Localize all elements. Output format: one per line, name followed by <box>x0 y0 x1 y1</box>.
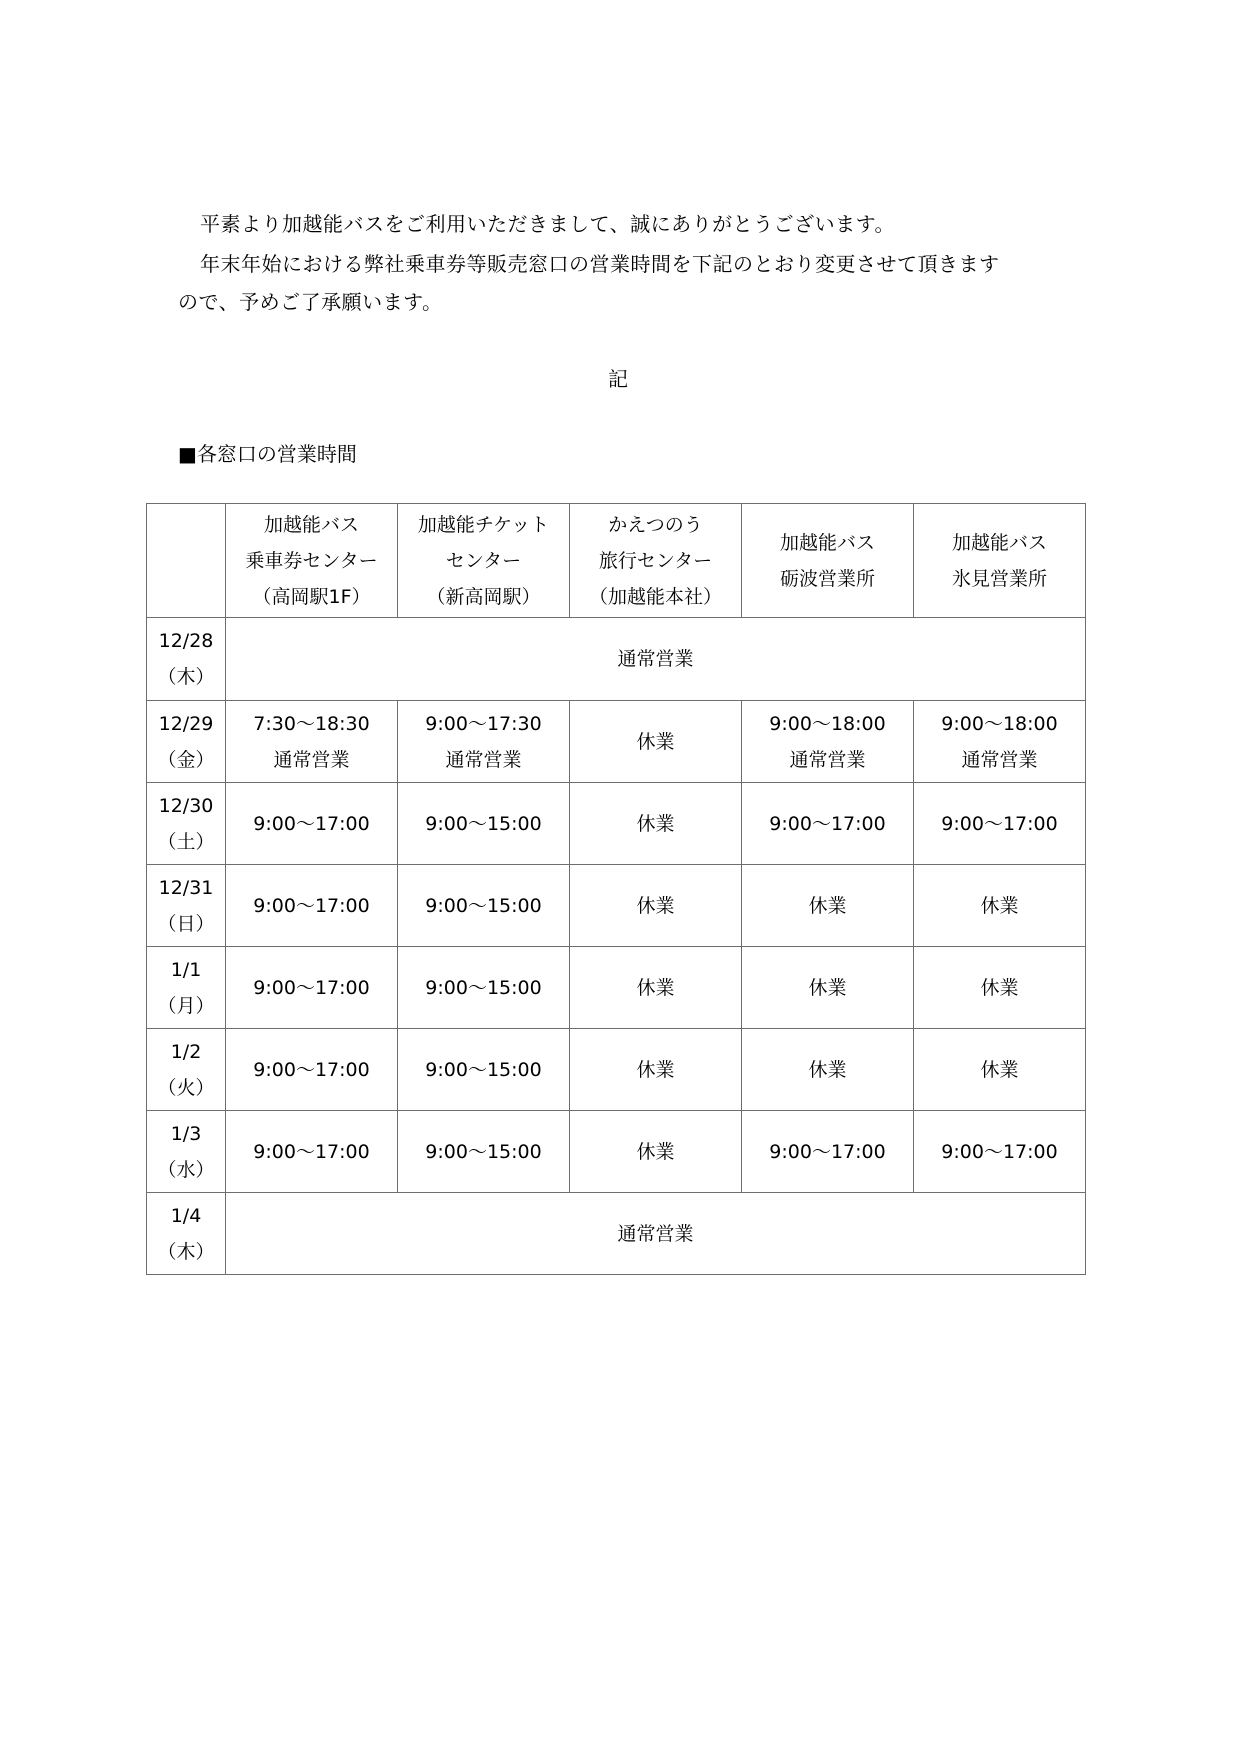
header-corner-cell <box>147 504 226 618</box>
status-note: 通常営業 <box>445 748 522 771</box>
hours-cell <box>742 1029 914 1111</box>
hours-cell <box>914 947 1086 1029</box>
hours-label: 9:00～18:00 <box>769 712 886 735</box>
hours-cell <box>570 701 742 783</box>
weekday-label: （木） <box>157 666 215 688</box>
date-label: 1/3 <box>170 1122 202 1145</box>
hours-cell <box>914 1111 1086 1193</box>
table-header-row <box>147 504 1086 618</box>
table-row <box>147 701 1086 783</box>
table-row <box>147 1111 1086 1193</box>
notice-paragraph-line-1: 年末年始における弊社乗車券等販売窓口の営業時間を下記のとおり変更させて頂きます <box>200 252 1000 276</box>
date-label: 1/1 <box>170 958 202 981</box>
office-name-line: 旅行センター <box>598 549 713 572</box>
hours-cell <box>398 947 570 1029</box>
section-heading: ■各窓口の営業時間 <box>178 442 357 466</box>
closed-label: 休業 <box>636 976 675 999</box>
date-label: 1/2 <box>170 1040 202 1063</box>
hours-cell <box>742 783 914 865</box>
office-name-line: 乗車券センター <box>245 549 378 572</box>
closed-label: 休業 <box>980 1058 1019 1081</box>
office-name-line: 砺波営業所 <box>779 567 875 590</box>
date-label: 12/30 <box>158 794 214 817</box>
hours-label: 9:00～15:00 <box>425 894 542 917</box>
hours-cell <box>226 1111 398 1193</box>
weekday-label: （水） <box>157 1158 215 1181</box>
hours-label: 9:00～17:30 <box>425 712 542 735</box>
business-hours-table <box>146 503 1086 1275</box>
weekday-label: （日） <box>157 912 215 935</box>
hours-cell <box>742 1111 914 1193</box>
date-cell <box>147 1111 226 1193</box>
hours-cell <box>914 701 1086 783</box>
hours-cell <box>570 1029 742 1111</box>
table-body <box>147 618 1086 1275</box>
closed-label: 休業 <box>636 894 675 917</box>
hours-label: 9:00～17:00 <box>253 976 370 999</box>
hours-cell <box>570 947 742 1029</box>
hours-cell <box>398 1029 570 1111</box>
date-cell <box>147 701 226 783</box>
closed-label: 休業 <box>808 1058 847 1081</box>
closed-label: 休業 <box>980 976 1019 999</box>
office-location: （新高岡駅） <box>426 585 541 608</box>
hours-cell <box>398 701 570 783</box>
hours-cell <box>398 1111 570 1193</box>
closed-label: 休業 <box>980 894 1019 917</box>
hours-cell <box>742 865 914 947</box>
date-label: 1/4 <box>170 1204 202 1227</box>
hours-label: 9:00～15:00 <box>425 1058 542 1081</box>
table-row <box>147 783 1086 865</box>
date-cell <box>147 1029 226 1111</box>
office-name-line: センター <box>445 549 522 572</box>
date-cell <box>147 783 226 865</box>
hours-cell <box>570 783 742 865</box>
hours-label: 9:00～17:00 <box>253 1058 370 1081</box>
office-header-takaoka <box>226 504 398 618</box>
table-row <box>147 947 1086 1029</box>
office-name-line: 加越能バス <box>263 513 359 536</box>
hours-cell <box>914 865 1086 947</box>
closed-label: 休業 <box>808 976 847 999</box>
date-cell <box>147 618 226 701</box>
hours-cell <box>398 865 570 947</box>
date-cell <box>147 865 226 947</box>
hours-label: 9:00～17:00 <box>253 1140 370 1163</box>
hours-cell <box>570 1111 742 1193</box>
hours-cell <box>226 1029 398 1111</box>
weekday-label: （火） <box>157 1076 215 1099</box>
closed-label: 休業 <box>636 812 675 835</box>
table-row <box>147 865 1086 947</box>
office-name-line: かえつのう <box>608 513 703 536</box>
hours-cell <box>226 783 398 865</box>
hours-cell <box>226 865 398 947</box>
closed-label: 休業 <box>636 1140 675 1163</box>
closed-label: 休業 <box>808 894 847 917</box>
hours-label: 9:00～17:00 <box>941 1140 1058 1163</box>
notice-paragraph-line-2: ので、予めご了承願います。 <box>178 290 443 314</box>
table-row <box>147 1029 1086 1111</box>
office-location: （加越能本社） <box>588 585 722 608</box>
hours-label: 9:00～15:00 <box>425 976 542 999</box>
closed-label: 休業 <box>636 1058 675 1081</box>
office-name-line: 加越能バス <box>951 531 1047 554</box>
weekday-label: （月） <box>157 994 215 1017</box>
hours-label: 9:00～18:00 <box>941 712 1058 735</box>
table-row <box>147 618 1086 701</box>
hours-label: 9:00～17:00 <box>253 894 370 917</box>
hours-cell <box>742 947 914 1029</box>
office-name-line: 加越能チケット <box>417 513 550 536</box>
date-cell <box>147 1193 226 1275</box>
greeting-paragraph: 平素より加越能バスをご利用いただきまして、誠にありがとうございます。 <box>200 212 895 236</box>
weekday-label: （金） <box>157 748 215 771</box>
table-row <box>147 1193 1086 1275</box>
hours-label: 9:00～17:00 <box>941 812 1058 835</box>
hours-label: 9:00～15:00 <box>425 1140 542 1163</box>
hours-cell <box>914 783 1086 865</box>
status-note: 通常営業 <box>961 748 1038 771</box>
closed-label: 休業 <box>636 730 675 753</box>
hours-label: 7:30～18:30 <box>253 712 370 735</box>
hours-cell <box>914 1029 1086 1111</box>
hours-cell <box>742 701 914 783</box>
office-header-tonami <box>742 504 914 618</box>
office-header-himi <box>914 504 1086 618</box>
weekday-label: （土） <box>157 830 215 853</box>
date-label: 12/31 <box>158 876 214 899</box>
merged-status-cell: 通常営業 <box>226 1193 1086 1275</box>
status-note: 通常営業 <box>273 748 350 771</box>
hours-label: 9:00～15:00 <box>425 812 542 835</box>
date-cell <box>147 947 226 1029</box>
merged-status-cell: 通常営業 <box>226 618 1086 701</box>
office-header-travel-center <box>570 504 742 618</box>
status-note: 通常営業 <box>789 748 866 771</box>
office-name-line: 加越能バス <box>779 531 875 554</box>
date-label: 12/28 <box>158 630 214 652</box>
hours-cell <box>570 865 742 947</box>
office-location: （高岡駅1F） <box>252 585 371 608</box>
date-label: 12/29 <box>158 712 214 735</box>
hours-label: 9:00～17:00 <box>769 1140 886 1163</box>
weekday-label: （木） <box>157 1240 215 1263</box>
ki-heading: 記 <box>608 367 628 391</box>
hours-cell <box>398 783 570 865</box>
hours-label: 9:00～17:00 <box>253 812 370 835</box>
hours-cell <box>226 701 398 783</box>
office-header-shin-takaoka <box>398 504 570 618</box>
hours-cell <box>226 947 398 1029</box>
office-name-line: 氷見営業所 <box>951 567 1047 590</box>
hours-label: 9:00～17:00 <box>769 812 886 835</box>
